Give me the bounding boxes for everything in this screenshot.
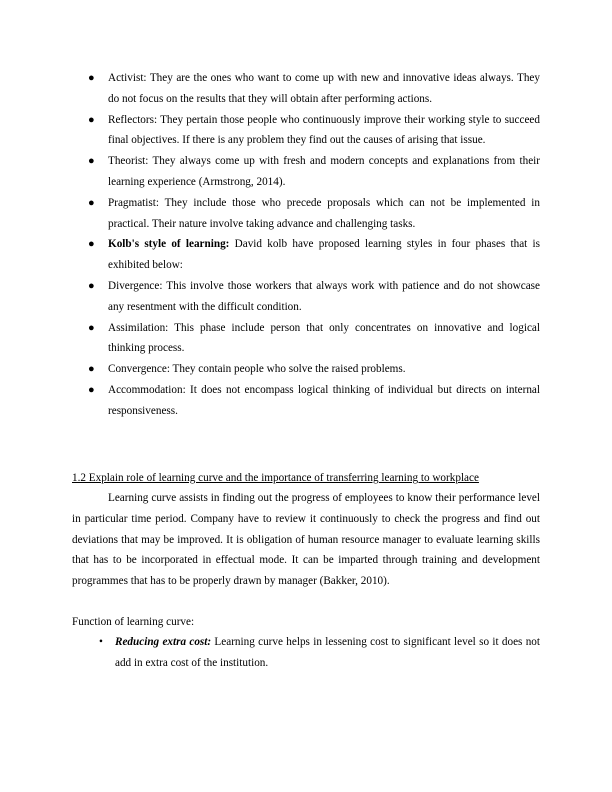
section-heading: 1.2 Explain role of learning curve and the importance of transferring learning to workplace bbox=[72, 472, 479, 484]
bullet-icon: ● bbox=[88, 196, 95, 209]
list-item bbox=[72, 318, 540, 360]
item-text: Assimilation: This phase include person that only concentrates on innovative and logical thinking process. bbox=[108, 321, 540, 355]
bullet-icon: • bbox=[99, 636, 103, 648]
bullet-icon: ● bbox=[88, 113, 95, 126]
learning-styles-list bbox=[72, 68, 540, 422]
bullet-icon: ● bbox=[88, 383, 95, 396]
functions-list bbox=[99, 632, 540, 674]
item-lead: Kolb's style of learning: bbox=[108, 238, 230, 251]
function-term: Reducing extra cost: bbox=[115, 636, 212, 648]
item-text: Reflectors: They pertain those people who continuously improve their working style to succeed final objectives. If there is any problem they find out the causes of arising that issue. bbox=[108, 113, 540, 147]
bullet-icon: ● bbox=[88, 155, 95, 168]
bullet-icon: ● bbox=[88, 279, 95, 292]
item-text: Activist: They are the ones who want to come up with new and innovative ideas always. They do not focus on the results that they will obtain after performing actions. bbox=[108, 72, 540, 105]
item-text: Accommodation: It does not encompass logical thinking of individual but directs on internal responsiveness. bbox=[108, 383, 540, 417]
list-item bbox=[99, 632, 540, 674]
list-item bbox=[72, 68, 540, 110]
function-label: Function of learning curve: bbox=[72, 616, 195, 628]
list-item bbox=[72, 110, 540, 152]
bullet-icon: ● bbox=[88, 238, 95, 251]
list-item bbox=[72, 380, 540, 422]
item-text: David kolb have proposed learning styles in four phases that is exhibited below: bbox=[108, 238, 540, 272]
list-item bbox=[72, 359, 540, 380]
list-item bbox=[72, 234, 540, 276]
item-text: Convergence: They contain people who solve the raised problems. bbox=[108, 363, 406, 376]
list-item bbox=[72, 276, 540, 318]
list-item bbox=[72, 151, 540, 193]
function-text: Learning curve helps in lessening cost to significant level so it does not add in extra cost of the institution. bbox=[115, 636, 540, 669]
item-text: Theorist: They always come up with fresh and modern concepts and explanations from their learning experience (Armstrong, 2014). bbox=[108, 155, 540, 188]
list-item bbox=[72, 193, 540, 235]
bullet-icon: ● bbox=[88, 363, 95, 376]
item-text: Pragmatist: They include those who precede proposals which can not be implemented in practical. Their nature involve taking advance and challenging tasks. bbox=[108, 196, 540, 230]
bullet-icon: ● bbox=[88, 72, 95, 84]
bullet-icon: ● bbox=[88, 321, 95, 334]
item-text: Divergence: This involve those workers that always work with patience and do not showcase any resentment with the difficult condition. bbox=[108, 279, 540, 313]
section-paragraph: Learning curve assists in finding out the progress of employees to know their performance level in particular time period. Company have to review it continuously to check the progress and find out deviations that may be improved. It is obligation of human resource manager to evaluate learning skills that has to be incorporated in effectual mode. It can be imparted through training and development programmes that has to be properly drawn by manager (Bakker, 2010). bbox=[72, 492, 540, 588]
